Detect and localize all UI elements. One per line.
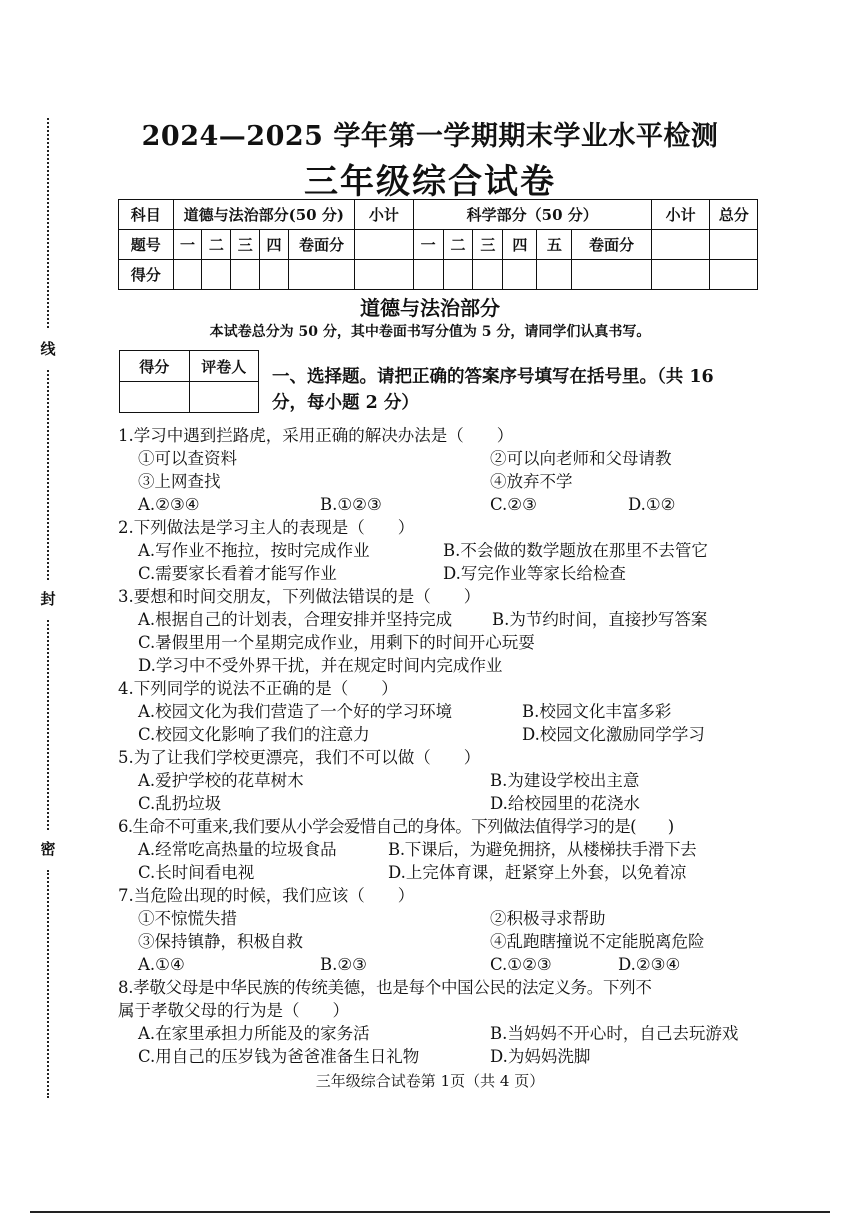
score-input-cell[interactable] bbox=[260, 260, 289, 290]
choice-row bbox=[118, 608, 768, 631]
choice: C.乱扔垃圾 bbox=[138, 794, 222, 813]
choice: C.暑假里用一个星期完成作业，用剩下的时间开心玩耍 bbox=[138, 633, 535, 652]
table-cell: 得分 bbox=[119, 260, 174, 290]
option: ③保持镇静，积极自救 bbox=[138, 932, 303, 951]
table-cell: 卷面分 bbox=[288, 230, 354, 260]
table-cell: 一 bbox=[173, 230, 202, 260]
choice: A.在家里承担力所能及的家务活 bbox=[138, 1024, 370, 1043]
choice: D.②③④ bbox=[618, 955, 681, 974]
question-stem bbox=[118, 424, 768, 447]
choice: D.上完体育课，赶紧穿上外套，以免着凉 bbox=[388, 863, 687, 882]
table-cell: 三 bbox=[473, 230, 503, 260]
section-heading-line: 分，每小题 2 分） bbox=[272, 393, 419, 413]
grader-score-cell[interactable] bbox=[120, 382, 190, 413]
choice-row bbox=[118, 631, 768, 654]
score-input-cell[interactable] bbox=[651, 260, 710, 290]
choice-row bbox=[118, 539, 768, 562]
table-cell: 卷面分 bbox=[572, 230, 651, 260]
option: ④乱跑瞎撞说不定能脱离危险 bbox=[490, 932, 705, 951]
option-row bbox=[118, 907, 768, 930]
score-input-cell[interactable] bbox=[202, 260, 231, 290]
dotted-line bbox=[47, 370, 49, 580]
choice-row bbox=[118, 861, 768, 884]
question-text: 8.孝敬父母是中华民族的传统美德，也是每个中国公民的法定义务。下列不 bbox=[118, 978, 652, 997]
choice: D.学习中不受外界干扰，并在规定时间内完成作业 bbox=[138, 656, 503, 675]
question-stem bbox=[118, 815, 768, 838]
choice-row bbox=[118, 723, 768, 746]
question-stem bbox=[118, 999, 768, 1022]
choice: A.经常吃高热量的垃圾食品 bbox=[138, 840, 337, 859]
choice: C.用自己的压岁钱为爸爸准备生日礼物 bbox=[138, 1047, 420, 1066]
score-input-cell[interactable] bbox=[537, 260, 572, 290]
binding-mark-xian: 线 bbox=[40, 340, 56, 358]
table-cell: 四 bbox=[260, 230, 289, 260]
score-input-cell[interactable] bbox=[473, 260, 503, 290]
grader-score-label: 得分 bbox=[120, 351, 190, 382]
score-input-cell[interactable] bbox=[503, 260, 537, 290]
choice: B.为节约时间，直接抄写答案 bbox=[492, 610, 708, 629]
question-text: 7.当危险出现的时候，我们应该（ ） bbox=[118, 886, 415, 905]
score-table-row bbox=[119, 200, 758, 230]
table-cell: 二 bbox=[202, 230, 231, 260]
question-text: 3.要想和时间交朋友，下列做法错误的是（ ） bbox=[118, 587, 481, 606]
choice: C.②③ bbox=[490, 495, 537, 514]
choice: B.下课后，为避免拥挤，从楼梯扶手滑下去 bbox=[388, 840, 697, 859]
option: ①不惊慌失措 bbox=[138, 909, 237, 928]
question-text: 5.为了让我们学校更漂亮，我们不可以做（ ） bbox=[118, 748, 481, 767]
question-list bbox=[118, 424, 768, 1068]
choice: D.①② bbox=[628, 495, 676, 514]
question-stem bbox=[118, 976, 768, 999]
choice: D.校园文化激励同学学习 bbox=[522, 725, 705, 744]
table-cell: 总分 bbox=[710, 200, 758, 230]
choice: C.需要家长看着才能写作业 bbox=[138, 564, 337, 583]
question-stem bbox=[118, 884, 768, 907]
score-input-cell[interactable] bbox=[231, 260, 260, 290]
table-cell: 道德与法治部分(50 分) bbox=[173, 200, 354, 230]
dotted-line bbox=[47, 870, 49, 1098]
choice-row bbox=[118, 1022, 768, 1045]
choice: A.爱护学校的花草树木 bbox=[138, 771, 304, 790]
option: ②可以向老师和父母请教 bbox=[490, 449, 672, 468]
choice: D.写完作业等家长给检查 bbox=[443, 564, 626, 583]
choice: D.为妈妈洗脚 bbox=[490, 1047, 591, 1066]
choice: B.为建设学校出主意 bbox=[490, 771, 640, 790]
choice-row bbox=[118, 953, 768, 976]
choice-row bbox=[118, 1045, 768, 1068]
choice: B.校园文化丰富多彩 bbox=[522, 702, 672, 721]
binding-line bbox=[38, 118, 58, 1098]
choice-row bbox=[118, 700, 768, 723]
table-cell bbox=[710, 230, 758, 260]
question-stem bbox=[118, 585, 768, 608]
table-cell: 小计 bbox=[651, 200, 710, 230]
question-text: 6.生命不可重来,我们要从小学会爱惜自己的身体。下列做法值得学习的是( ) bbox=[118, 817, 674, 836]
grader-name-cell[interactable] bbox=[189, 382, 259, 413]
question-text: 2.下列做法是学习主人的表现是（ ） bbox=[118, 518, 415, 537]
choice: A.写作业不拖拉，按时完成作业 bbox=[138, 541, 370, 560]
option: ③上网查找 bbox=[138, 472, 221, 491]
part-note: 本试卷总分为 50 分，其中卷面书写分值为 5 分，请同学们认真书写。 bbox=[209, 324, 651, 340]
exam-title: 2024—2025 学年第一学期期末学业水平检测 bbox=[141, 121, 719, 152]
option-row bbox=[118, 447, 768, 470]
table-cell: 三 bbox=[231, 230, 260, 260]
table-cell: 一 bbox=[413, 230, 443, 260]
exam-subtitle: 三年级综合试卷 bbox=[304, 162, 556, 202]
choice: B.②③ bbox=[320, 955, 367, 974]
question-text: 1.学习中遇到拦路虎，采用正确的解决办法是（ ） bbox=[118, 426, 514, 445]
table-cell: 五 bbox=[537, 230, 572, 260]
choice: B.①②③ bbox=[320, 495, 382, 514]
option-row bbox=[118, 470, 768, 493]
option-row bbox=[118, 930, 768, 953]
choice: A.根据自己的计划表，合理安排并坚持完成 bbox=[138, 610, 453, 629]
question-stem bbox=[118, 677, 768, 700]
choice-row bbox=[118, 493, 768, 516]
binding-mark-feng: 封 bbox=[40, 590, 56, 608]
choice: A.②③④ bbox=[138, 495, 200, 514]
score-input-cell[interactable] bbox=[710, 260, 758, 290]
section-heading bbox=[272, 364, 772, 416]
question-text: 4.下列同学的说法不正确的是（ ） bbox=[118, 679, 398, 698]
table-cell: 四 bbox=[503, 230, 537, 260]
choice: C.①②③ bbox=[490, 955, 552, 974]
choice: B.当妈妈不开心时，自己去玩游戏 bbox=[490, 1024, 739, 1043]
score-table bbox=[118, 199, 758, 290]
question-text: 属于孝敬父母的行为是（ ） bbox=[118, 1001, 349, 1020]
choice-row bbox=[118, 792, 768, 815]
choice-row bbox=[118, 562, 768, 585]
choice: C.长时间看电视 bbox=[138, 863, 255, 882]
section-heading-line: 一、选择题。请把正确的答案序号填写在括号里。（共 16 bbox=[272, 367, 714, 387]
bottom-rule bbox=[30, 1211, 830, 1213]
question-stem bbox=[118, 746, 768, 769]
score-input-cell[interactable] bbox=[443, 260, 473, 290]
binding-mark-mi: 密 bbox=[40, 840, 56, 858]
choice: A.①④ bbox=[138, 955, 185, 974]
choice: C.校园文化影响了我们的注意力 bbox=[138, 725, 370, 744]
choice-row bbox=[118, 838, 768, 861]
score-input-cell[interactable] bbox=[572, 260, 651, 290]
choice-row bbox=[118, 654, 768, 677]
score-table-row bbox=[119, 230, 758, 260]
part-title: 道德与法治部分 bbox=[360, 296, 500, 320]
table-cell: 二 bbox=[443, 230, 473, 260]
choice: A.校园文化为我们营造了一个好的学习环境 bbox=[138, 702, 453, 721]
choice: D.给校园里的花浇水 bbox=[490, 794, 640, 813]
table-cell: 题号 bbox=[119, 230, 174, 260]
option: ②积极寻求帮助 bbox=[490, 909, 606, 928]
dotted-line bbox=[47, 620, 49, 830]
table-cell bbox=[354, 230, 413, 260]
grader-name-label: 评卷人 bbox=[189, 351, 259, 382]
table-cell bbox=[651, 230, 710, 260]
score-table-row bbox=[119, 260, 758, 290]
page-footer: 三年级综合试卷第 1页（共 4 页） bbox=[315, 1072, 545, 1090]
score-input-cell[interactable] bbox=[173, 260, 202, 290]
grader-box bbox=[119, 350, 259, 413]
score-input-cell[interactable] bbox=[413, 260, 443, 290]
choice-row bbox=[118, 769, 768, 792]
score-input-cell[interactable] bbox=[354, 260, 413, 290]
score-input-cell[interactable] bbox=[288, 260, 354, 290]
table-cell: 科目 bbox=[119, 200, 174, 230]
option: ①可以查资料 bbox=[138, 449, 237, 468]
table-cell: 小计 bbox=[354, 200, 413, 230]
choice: B.不会做的数学题放在那里不去管它 bbox=[443, 541, 708, 560]
table-cell: 科学部分（50 分） bbox=[413, 200, 651, 230]
question-stem bbox=[118, 516, 768, 539]
option: ④放弃不学 bbox=[490, 472, 573, 491]
